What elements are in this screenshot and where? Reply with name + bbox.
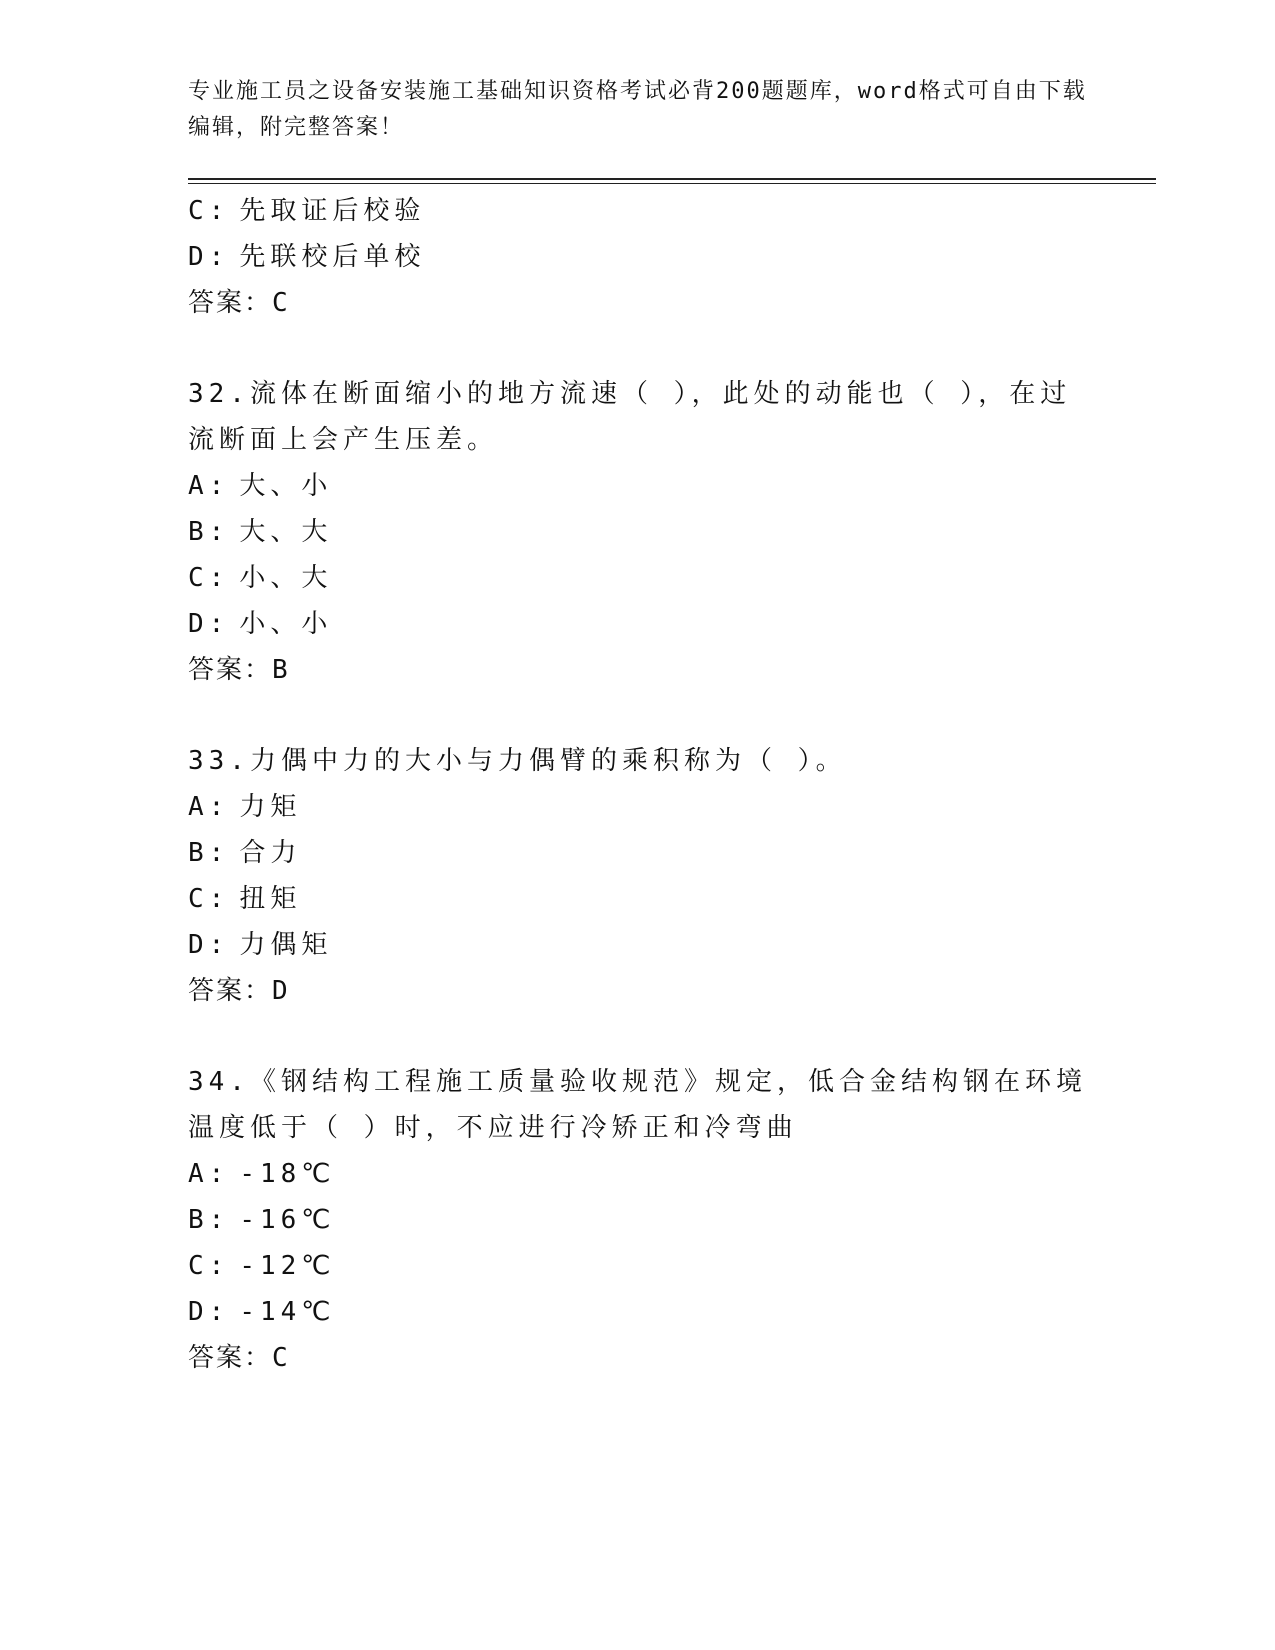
- option-text: -14℃: [239, 1297, 336, 1327]
- option-text: 先联校后单校: [239, 242, 426, 272]
- option-letter: B:: [188, 838, 230, 868]
- option-text: -16℃: [239, 1205, 336, 1235]
- option-b: [188, 830, 1088, 876]
- option-text: 力偶矩: [239, 930, 333, 960]
- option-b: [188, 1197, 1088, 1243]
- answer: 答案：C: [188, 1343, 290, 1373]
- option-c: [188, 1243, 1088, 1289]
- option-d: [188, 234, 1088, 280]
- option-b: [188, 509, 1088, 555]
- option-letter: C:: [188, 563, 230, 593]
- option-letter: D:: [188, 1297, 230, 1327]
- option-letter: D:: [188, 242, 230, 272]
- option-text: 大、大: [239, 517, 333, 547]
- option-letter: B:: [188, 517, 230, 547]
- option-text: 大、小: [239, 471, 333, 501]
- question-list: [188, 188, 1088, 1381]
- answer: 答案：B: [188, 655, 290, 685]
- question-text: 34.《钢结构工程施工质量验收规范》规定，低合金结构钢在环境温度低于（ ）时，不应进行冷矫正和冷弯曲: [188, 1067, 1087, 1143]
- option-d: [188, 1289, 1088, 1335]
- answer: 答案：D: [188, 976, 290, 1006]
- option-text: 合力: [239, 838, 302, 868]
- option-text: 扭矩: [239, 884, 302, 914]
- question-text: 32.流体在断面缩小的地方流速（ ），此处的动能也（ ），在过流断面上会产生压差。: [188, 379, 1072, 455]
- option-text: 小、小: [239, 609, 333, 639]
- option-text: 力矩: [239, 792, 302, 822]
- document-header: 专业施工员之设备安装施工基础知识资格考试必背200题题库，word格式可自由下载编辑，附完整答案！: [188, 79, 1087, 140]
- option-letter: A:: [188, 471, 230, 501]
- option-a: [188, 1151, 1088, 1197]
- option-letter: D:: [188, 609, 230, 639]
- header-rule-thin: [188, 183, 1156, 184]
- question-text: 33.力偶中力的大小与力偶臂的乘积称为（ ）。: [188, 746, 847, 776]
- option-d: [188, 601, 1088, 647]
- option-letter: C:: [188, 196, 230, 226]
- option-d: [188, 922, 1088, 968]
- option-letter: A:: [188, 792, 230, 822]
- option-letter: C:: [188, 1251, 230, 1281]
- option-letter: C:: [188, 884, 230, 914]
- option-text: 小、大: [239, 563, 333, 593]
- option-c: [188, 188, 1088, 234]
- option-text: -18℃: [239, 1159, 336, 1189]
- option-letter: A:: [188, 1159, 230, 1189]
- option-a: [188, 463, 1088, 509]
- option-c: [188, 876, 1088, 922]
- option-letter: D:: [188, 930, 230, 960]
- option-c: [188, 555, 1088, 601]
- answer: 答案：C: [188, 288, 290, 318]
- option-letter: B:: [188, 1205, 230, 1235]
- header-rule-thick: [188, 178, 1156, 180]
- option-a: [188, 784, 1088, 830]
- option-text: -12℃: [239, 1251, 336, 1281]
- option-text: 先取证后校验: [239, 196, 426, 226]
